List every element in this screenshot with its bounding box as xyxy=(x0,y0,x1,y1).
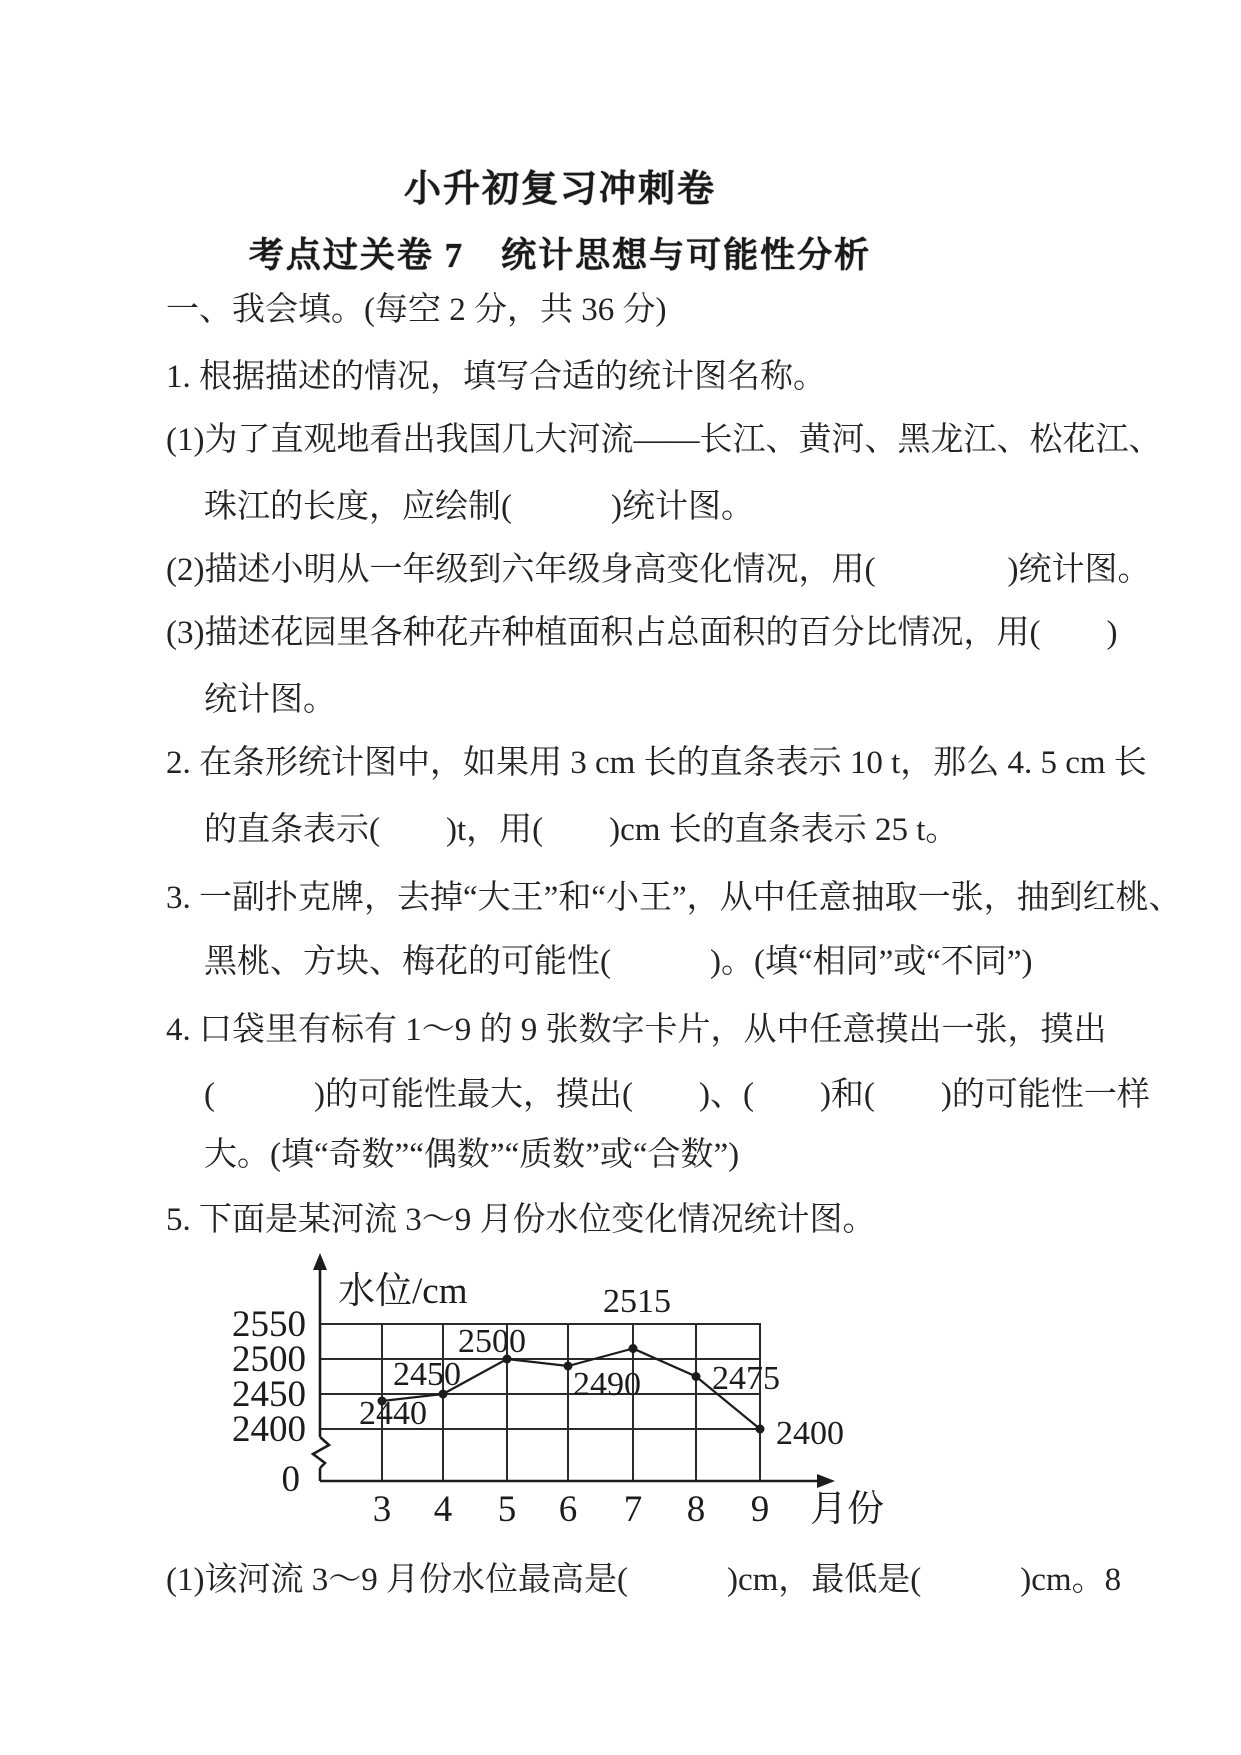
data-point-label: 2475 xyxy=(712,1360,780,1397)
section-1-heading: 一、我会填。(每空 2 分，共 36 分) xyxy=(166,292,667,328)
x-tick-label: 5 xyxy=(497,1489,517,1530)
axis-break-icon xyxy=(313,1437,329,1468)
exam-title: 小升初复习冲刺卷 xyxy=(404,169,716,210)
x-tick-label: 9 xyxy=(750,1489,770,1530)
x-tick-label: 6 xyxy=(558,1489,578,1530)
y-tick-label: 2500 xyxy=(232,1339,306,1380)
question-2-line-1: 2. 在条形统计图中，如果用 3 cm 长的直条表示 10 t，那么 4. 5 cm 长 xyxy=(166,745,1147,781)
x-tick-label: 3 xyxy=(372,1489,392,1530)
question-4-line-3: 大。(填“奇数”“偶数”“质数”或“合数”) xyxy=(204,1137,740,1173)
water-level-line-chart xyxy=(170,1248,890,1548)
question-5-part-1: (1)该河流 3～9 月份水位最高是( )cm，最低是( )cm。8 xyxy=(166,1562,1122,1598)
question-1: 1. 根据描述的情况，填写合适的统计图名称。 xyxy=(166,359,826,395)
question-3-line-2: 黑桃、方块、梅花的可能性( )。(填“相同”或“不同”) xyxy=(204,944,1033,980)
x-tick-label: 7 xyxy=(623,1489,643,1530)
question-1-part-1-line-2: 珠江的长度，应绘制( )统计图。 xyxy=(204,489,754,525)
data-point-label: 2515 xyxy=(603,1283,671,1320)
y-axis-label: 水位/cm xyxy=(338,1271,468,1312)
question-1-part-2: (2)描述小明从一年级到六年级身高变化情况，用( )统计图。 xyxy=(166,552,1151,588)
y-tick-label: 2550 xyxy=(232,1304,306,1345)
y-tick-label: 2450 xyxy=(232,1374,306,1415)
question-4-line-1: 4. 口袋里有标有 1～9 的 9 张数字卡片，从中任意摸出一张，摸出 xyxy=(166,1012,1107,1048)
chart-svg xyxy=(170,1248,890,1548)
data-point-label: 2500 xyxy=(458,1323,526,1360)
y-axis-arrow-icon xyxy=(313,1253,327,1270)
question-4-line-2: ( )的可能性最大，摸出( )、( )和( )的可能性一样 xyxy=(204,1077,1150,1113)
data-point-label: 2490 xyxy=(573,1366,641,1403)
data-point xyxy=(564,1362,573,1371)
data-point-label: 2440 xyxy=(359,1395,427,1432)
question-5: 5. 下面是某河流 3～9 月份水位变化情况统计图。 xyxy=(166,1202,876,1238)
question-2-line-2: 的直条表示( )t，用( )cm 长的直条表示 25 t。 xyxy=(204,812,959,848)
origin-label: 0 xyxy=(281,1459,300,1500)
data-point-label: 2400 xyxy=(776,1415,844,1452)
question-3-line-1: 3. 一副扑克牌，去掉“大王”和“小王”，从中任意抽取一张，抽到红桃、 xyxy=(166,880,1182,916)
x-tick-label: 8 xyxy=(686,1489,706,1530)
data-point xyxy=(692,1372,701,1381)
x-tick-label: 4 xyxy=(433,1489,453,1530)
question-1-part-3-line-1: (3)描述花园里各种花卉种植面积占总面积的百分比情况，用( ) xyxy=(166,615,1118,651)
y-tick-label: 2400 xyxy=(232,1409,306,1450)
data-point xyxy=(629,1344,638,1353)
x-axis-arrow-icon xyxy=(817,1474,835,1488)
x-axis-label: 月份 xyxy=(810,1489,884,1530)
question-1-part-1-line-1: (1)为了直观地看出我国几大河流——长江、黄河、黑龙江、松花江、 xyxy=(166,422,1162,458)
data-point xyxy=(756,1425,765,1434)
data-point-label: 2450 xyxy=(393,1356,461,1393)
question-1-part-3-line-2: 统计图。 xyxy=(204,682,336,718)
exam-subtitle: 考点过关卷 7 统计思想与可能性分析 xyxy=(248,236,872,275)
